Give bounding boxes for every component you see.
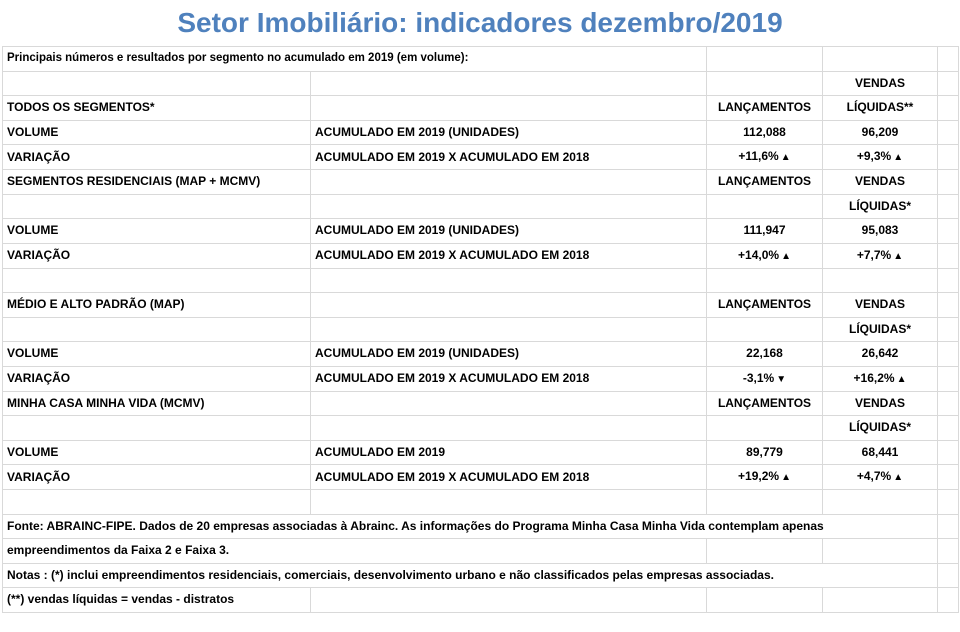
up-triangle-icon: ▲ xyxy=(893,250,904,262)
volume-description: ACUMULADO EM 2019 xyxy=(311,440,707,465)
source-note-continued: empreendimentos da Faixa 2 e Faixa 3. xyxy=(3,539,707,564)
segment-name: SEGMENTOS RESIDENCIAIS (MAP + MCMV) xyxy=(3,170,311,195)
variacao-label: VARIAÇÃO xyxy=(3,145,311,170)
header-vendas: VENDAS xyxy=(823,293,938,318)
volume-vendas: 68,441 xyxy=(823,440,938,465)
segment-name: MÉDIO E ALTO PADRÃO (MAP) xyxy=(3,293,311,318)
header-lancamentos: LANÇAMENTOS xyxy=(707,391,823,416)
header-liquidas: LÍQUIDAS** xyxy=(823,96,938,121)
down-triangle-icon: ▼ xyxy=(776,373,787,385)
variacao-lancamentos: +19,2% ▲ xyxy=(707,465,823,490)
up-triangle-icon: ▲ xyxy=(780,152,791,163)
volume-description: ACUMULADO EM 2019 (UNIDADES) xyxy=(311,342,707,367)
table-row xyxy=(3,465,959,490)
volume-label: VOLUME xyxy=(3,120,311,145)
segment-name: MINHA CASA MINHA VIDA (MCMV) xyxy=(3,391,311,416)
volume-label: VOLUME xyxy=(3,219,311,244)
header-vendas: VENDAS xyxy=(823,391,938,416)
vendas-definition: (**) vendas líquidas = vendas - distratos xyxy=(3,588,311,613)
volume-lancamentos: 22,168 xyxy=(707,342,823,367)
table-row xyxy=(3,366,959,391)
volume-lancamentos: 111,947 xyxy=(707,219,823,244)
up-triangle-icon: ▲ xyxy=(781,250,791,262)
volume-label: VOLUME xyxy=(3,440,311,465)
up-triangle-icon: ▲ xyxy=(781,472,791,483)
table-row xyxy=(3,490,959,515)
variacao-label: VARIAÇÃO xyxy=(3,366,311,391)
page-title: Setor Imobiliário: indicadores dezembro/2019 xyxy=(177,7,783,38)
up-triangle-icon: ▲ xyxy=(896,373,907,385)
variacao-vendas: +16,2% ▲ xyxy=(823,366,938,391)
header-liquidas: LÍQUIDAS* xyxy=(823,194,938,219)
header-liquidas: LÍQUIDAS* xyxy=(823,416,938,441)
volume-label: VOLUME xyxy=(3,342,311,367)
variacao-description: ACUMULADO EM 2019 X ACUMULADO EM 2018 xyxy=(311,465,707,490)
table-row xyxy=(3,293,959,318)
table-row xyxy=(3,440,959,465)
header-lancamentos: LANÇAMENTOS xyxy=(707,96,823,121)
table-row xyxy=(3,539,959,564)
table-row xyxy=(3,145,959,170)
variacao-lancamentos: -3,1% ▼ xyxy=(707,366,823,391)
source-note: Fonte: ABRAINC-FIPE. Dados de 20 empresas associadas à Abrainc. As informações do Programa Minha Casa Minha Vida contemplam apenas xyxy=(3,514,938,539)
variacao-label: VARIAÇÃO xyxy=(3,465,311,490)
variacao-vendas: +9,3% ▲ xyxy=(823,145,938,170)
variacao-label: VARIAÇÃO xyxy=(3,243,311,268)
segment-name: TODOS OS SEGMENTOS* xyxy=(3,96,311,121)
table-row xyxy=(3,342,959,367)
variacao-lancamentos: +14,0% ▲ xyxy=(707,243,823,268)
table-row xyxy=(3,317,959,342)
up-triangle-icon: ▲ xyxy=(893,472,904,483)
up-triangle-icon: ▲ xyxy=(893,152,904,163)
variacao-vendas: +4,7% ▲ xyxy=(823,465,938,490)
header-vendas: VENDAS xyxy=(823,71,938,96)
indicators-table xyxy=(2,46,959,613)
header-lancamentos: LANÇAMENTOS xyxy=(707,293,823,318)
header-lancamentos: LANÇAMENTOS xyxy=(707,170,823,195)
table-row xyxy=(3,416,959,441)
header-liquidas: LÍQUIDAS* xyxy=(823,317,938,342)
variacao-description: ACUMULADO EM 2019 X ACUMULADO EM 2018 xyxy=(311,243,707,268)
volume-description: ACUMULADO EM 2019 (UNIDADES) xyxy=(311,120,707,145)
table-row xyxy=(3,563,959,588)
subtitle: Principais números e resultados por segmento no acumulado em 2019 (em volume): xyxy=(3,47,707,72)
table-row xyxy=(3,588,959,613)
table-row xyxy=(3,170,959,195)
variacao-description: ACUMULADO EM 2019 X ACUMULADO EM 2018 xyxy=(311,366,707,391)
table-row xyxy=(3,268,959,293)
volume-vendas: 96,209 xyxy=(823,120,938,145)
header-vendas: VENDAS xyxy=(823,170,938,195)
volume-vendas: 95,083 xyxy=(823,219,938,244)
table-row xyxy=(3,96,959,121)
table-row xyxy=(3,219,959,244)
table-row xyxy=(3,194,959,219)
table-row xyxy=(3,47,959,72)
volume-vendas: 26,642 xyxy=(823,342,938,367)
volume-lancamentos: 89,779 xyxy=(707,440,823,465)
table-row xyxy=(3,514,959,539)
variacao-description: ACUMULADO EM 2019 X ACUMULADO EM 2018 xyxy=(311,145,707,170)
table-row xyxy=(3,391,959,416)
notes: Notas : (*) inclui empreendimentos residenciais, comerciais, desenvolvimento urbano e não classificados pelas empresas associadas. xyxy=(3,563,938,588)
table-row xyxy=(3,243,959,268)
volume-description: ACUMULADO EM 2019 (UNIDADES) xyxy=(311,219,707,244)
variacao-vendas: +7,7% ▲ xyxy=(823,243,938,268)
volume-lancamentos: 112,088 xyxy=(707,120,823,145)
table-row xyxy=(3,120,959,145)
table-row xyxy=(3,71,959,96)
variacao-lancamentos: +11,6% ▲ xyxy=(707,145,823,170)
